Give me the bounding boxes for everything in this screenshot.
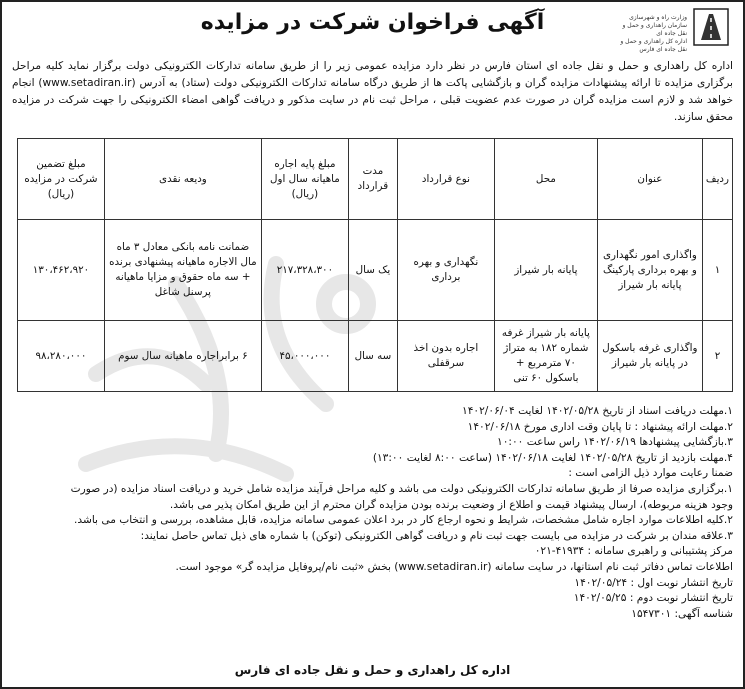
col-header-title: عنوان xyxy=(597,139,702,220)
cell-row-number: ۲ xyxy=(702,321,732,392)
logo-line-2: سازمان راهداری و حمل و نقل جاده ای xyxy=(622,22,687,37)
cell-title: واگذاری غرفه باسکول در پایانه بار شیراز xyxy=(597,321,702,392)
cell-location: پایانه بار شیراز xyxy=(494,220,597,321)
cell-contract-type: اجاره بدون اخذ سرقفلی xyxy=(397,321,494,392)
col-header-contract-type: نوع قرارداد xyxy=(397,139,494,220)
note-line: ۴.مهلت بازدید از تاریخ ۱۴۰۲/۰۵/۲۸ لغایت ۱۴۰۲/۰۶/۱۸ (ساعت ۸:۰۰ لغایت ۱۳:۰۰) xyxy=(372,451,733,464)
note-line: ۱.برگزاری مزایده صرفا از طریق سامانه تدارکات الکترونیکی دولت می باشد و کلیه مراحل فرآیند مزایده شامل خرید و دریافت اسناد مزایده (در صورت xyxy=(70,482,733,495)
note-line: تاریخ انتشار نوبت اول : ۱۴۰۲/۰۵/۲۴ xyxy=(574,576,733,589)
table-row xyxy=(18,321,733,392)
note-line: ۳.علاقه مندان بر شرکت در مزایده می بایست جهت ثبت نام و دریافت گواهی الکترونیکی (توکن) با شماره های ذیل تماس حاصل نمایند: xyxy=(140,529,733,542)
page-title: آگهی فراخوان شرکت در مزایده xyxy=(200,10,545,35)
logo-line-3: اداره کل راهداری و حمل و نقل جاده ای فارس xyxy=(620,38,687,53)
col-header-cash-deposit: ودیعه نقدی xyxy=(104,139,261,220)
cell-contract-duration: سه سال xyxy=(348,321,397,392)
table-row xyxy=(18,220,733,321)
note-line: ۳.بازگشایی پیشنهادها ۱۴۰۲/۰۶/۱۹ راس ساعت ۱۰:۰۰ xyxy=(497,436,733,449)
notes-section xyxy=(12,404,733,622)
cell-base-rent: ۴۵،۰۰۰،۰۰۰ xyxy=(261,321,348,392)
col-header-guarantee-amount: مبلغ تضمین شرکت در مزایده (ریال) xyxy=(18,139,105,220)
col-header-base-rent: مبلغ پایه اجاره ماهیانه سال اول (ریال) xyxy=(261,139,348,220)
note-line: وجود هزینه مربوطه)، ارسال پیشنهاد قیمت و اطلاع از وضعیت برنده بودن مزایده گران محترم از این طریق امکان پذیر می باشد. xyxy=(169,498,733,511)
note-line: تاریخ انتشار نوبت دوم : ۱۴۰۲/۰۵/۲۵ xyxy=(573,592,733,605)
note-line: ۲.کلیه اطلاعات موارد اجاره شامل مشخصات، شرایط و نحوه ارجاع کار در برد اعلان عمومی سامانه مزایده، قابل مشاهده، بررسی و انتخاب می باشد. xyxy=(74,514,733,527)
col-header-location: محل xyxy=(494,139,597,220)
cell-contract-type: نگهداری و بهره برداری xyxy=(397,220,494,321)
footer-signature: اداره کل راهداری و حمل و نقل جاده ای فارس xyxy=(234,663,511,677)
cell-cash-deposit: ۶ برابراجاره ماهیانه سال سوم xyxy=(104,321,261,392)
note-line: ضمنا رعایت موارد ذیل الزامی است : xyxy=(568,467,733,480)
cell-base-rent: ۲۱۷،۳۲۸،۳۰۰ xyxy=(261,220,348,321)
col-header-row-number: ردیف xyxy=(702,139,732,220)
cell-row-number: ۱ xyxy=(702,220,732,321)
note-line: مرکز پشتیبانی و راهبری سامانه : ۴۱۹۳۴-۰۲۱ xyxy=(534,545,733,558)
cell-cash-deposit: ضمانت نامه بانکی معادل ۳ ماه مال الاجاره ماهیانه پیشنهادی برنده + سه ماه حقوق و مزایا ماهیانه پرسنل شاغل xyxy=(104,220,261,321)
note-line: ۱.مهلت دریافت اسناد از تاریخ ۱۴۰۲/۰۵/۲۸ لغایت ۱۴۰۲/۰۶/۰۴ xyxy=(462,405,733,417)
cell-guarantee-amount: ۱۳۰،۴۶۲،۹۲۰ xyxy=(18,220,105,321)
cell-contract-duration: یک سال xyxy=(348,220,397,321)
header xyxy=(2,2,743,54)
note-line: اطلاعات تماس دفاتر ثبت نام استانها، در سایت سامانه (www.setadiran.ir) بخش «ثبت نام/پروفایل مزایده گر» موجود است. xyxy=(175,560,733,573)
intro-paragraph: اداره کل راهداری و حمل و نقل جاده ای استان فارس در نظر دارد مزایده عمومی زیر را از طریق سامانه تدارکات الکترونیکی دولت برگزار نماید کلیه مراحل برگزاری مزایده تا ارائه پیشنهادات مزایده گران و بازگشایی پاکت ها از طریق درگاه سامانه تدارکات الکترونیکی دولت (ستاد) به آدرس (www.setadiran.ir) انجام خواهد شد و لازم است مزایده گران در صورت عدم عضویت قبلی ، مراحل ثبت نام در سایت مذکور و دریافت گواهی امضاء الکترونیکی را جهت شرکت در مزایده محقق سازند. xyxy=(12,60,733,123)
logo-line-1: وزارت راه و شهرسازی xyxy=(629,14,687,21)
note-line: ۲.مهلت ارائه پیشنهاد : تا پایان وقت اداری مورخ ۱۴۰۲/۰۶/۱۸ xyxy=(467,420,733,433)
col-header-contract-duration: مدت قرارداد xyxy=(348,139,397,220)
auction-table xyxy=(17,138,733,392)
cell-guarantee-amount: ۹۸،۲۸۰،۰۰۰ xyxy=(18,321,105,392)
cell-location: پایانه بار شیراز غرفه شماره ۱۸۲ به متراژ ۷۰ مترمربع + باسکول ۶۰ تنی xyxy=(494,321,597,392)
note-line: شناسه آگهی: ۱۵۴۷۳۰۱ xyxy=(631,607,733,620)
cell-title: واگذاری امور نگهداری و بهره برداری پارکینگ پایانه بار شیراز xyxy=(597,220,702,321)
table-header-row xyxy=(18,139,733,220)
